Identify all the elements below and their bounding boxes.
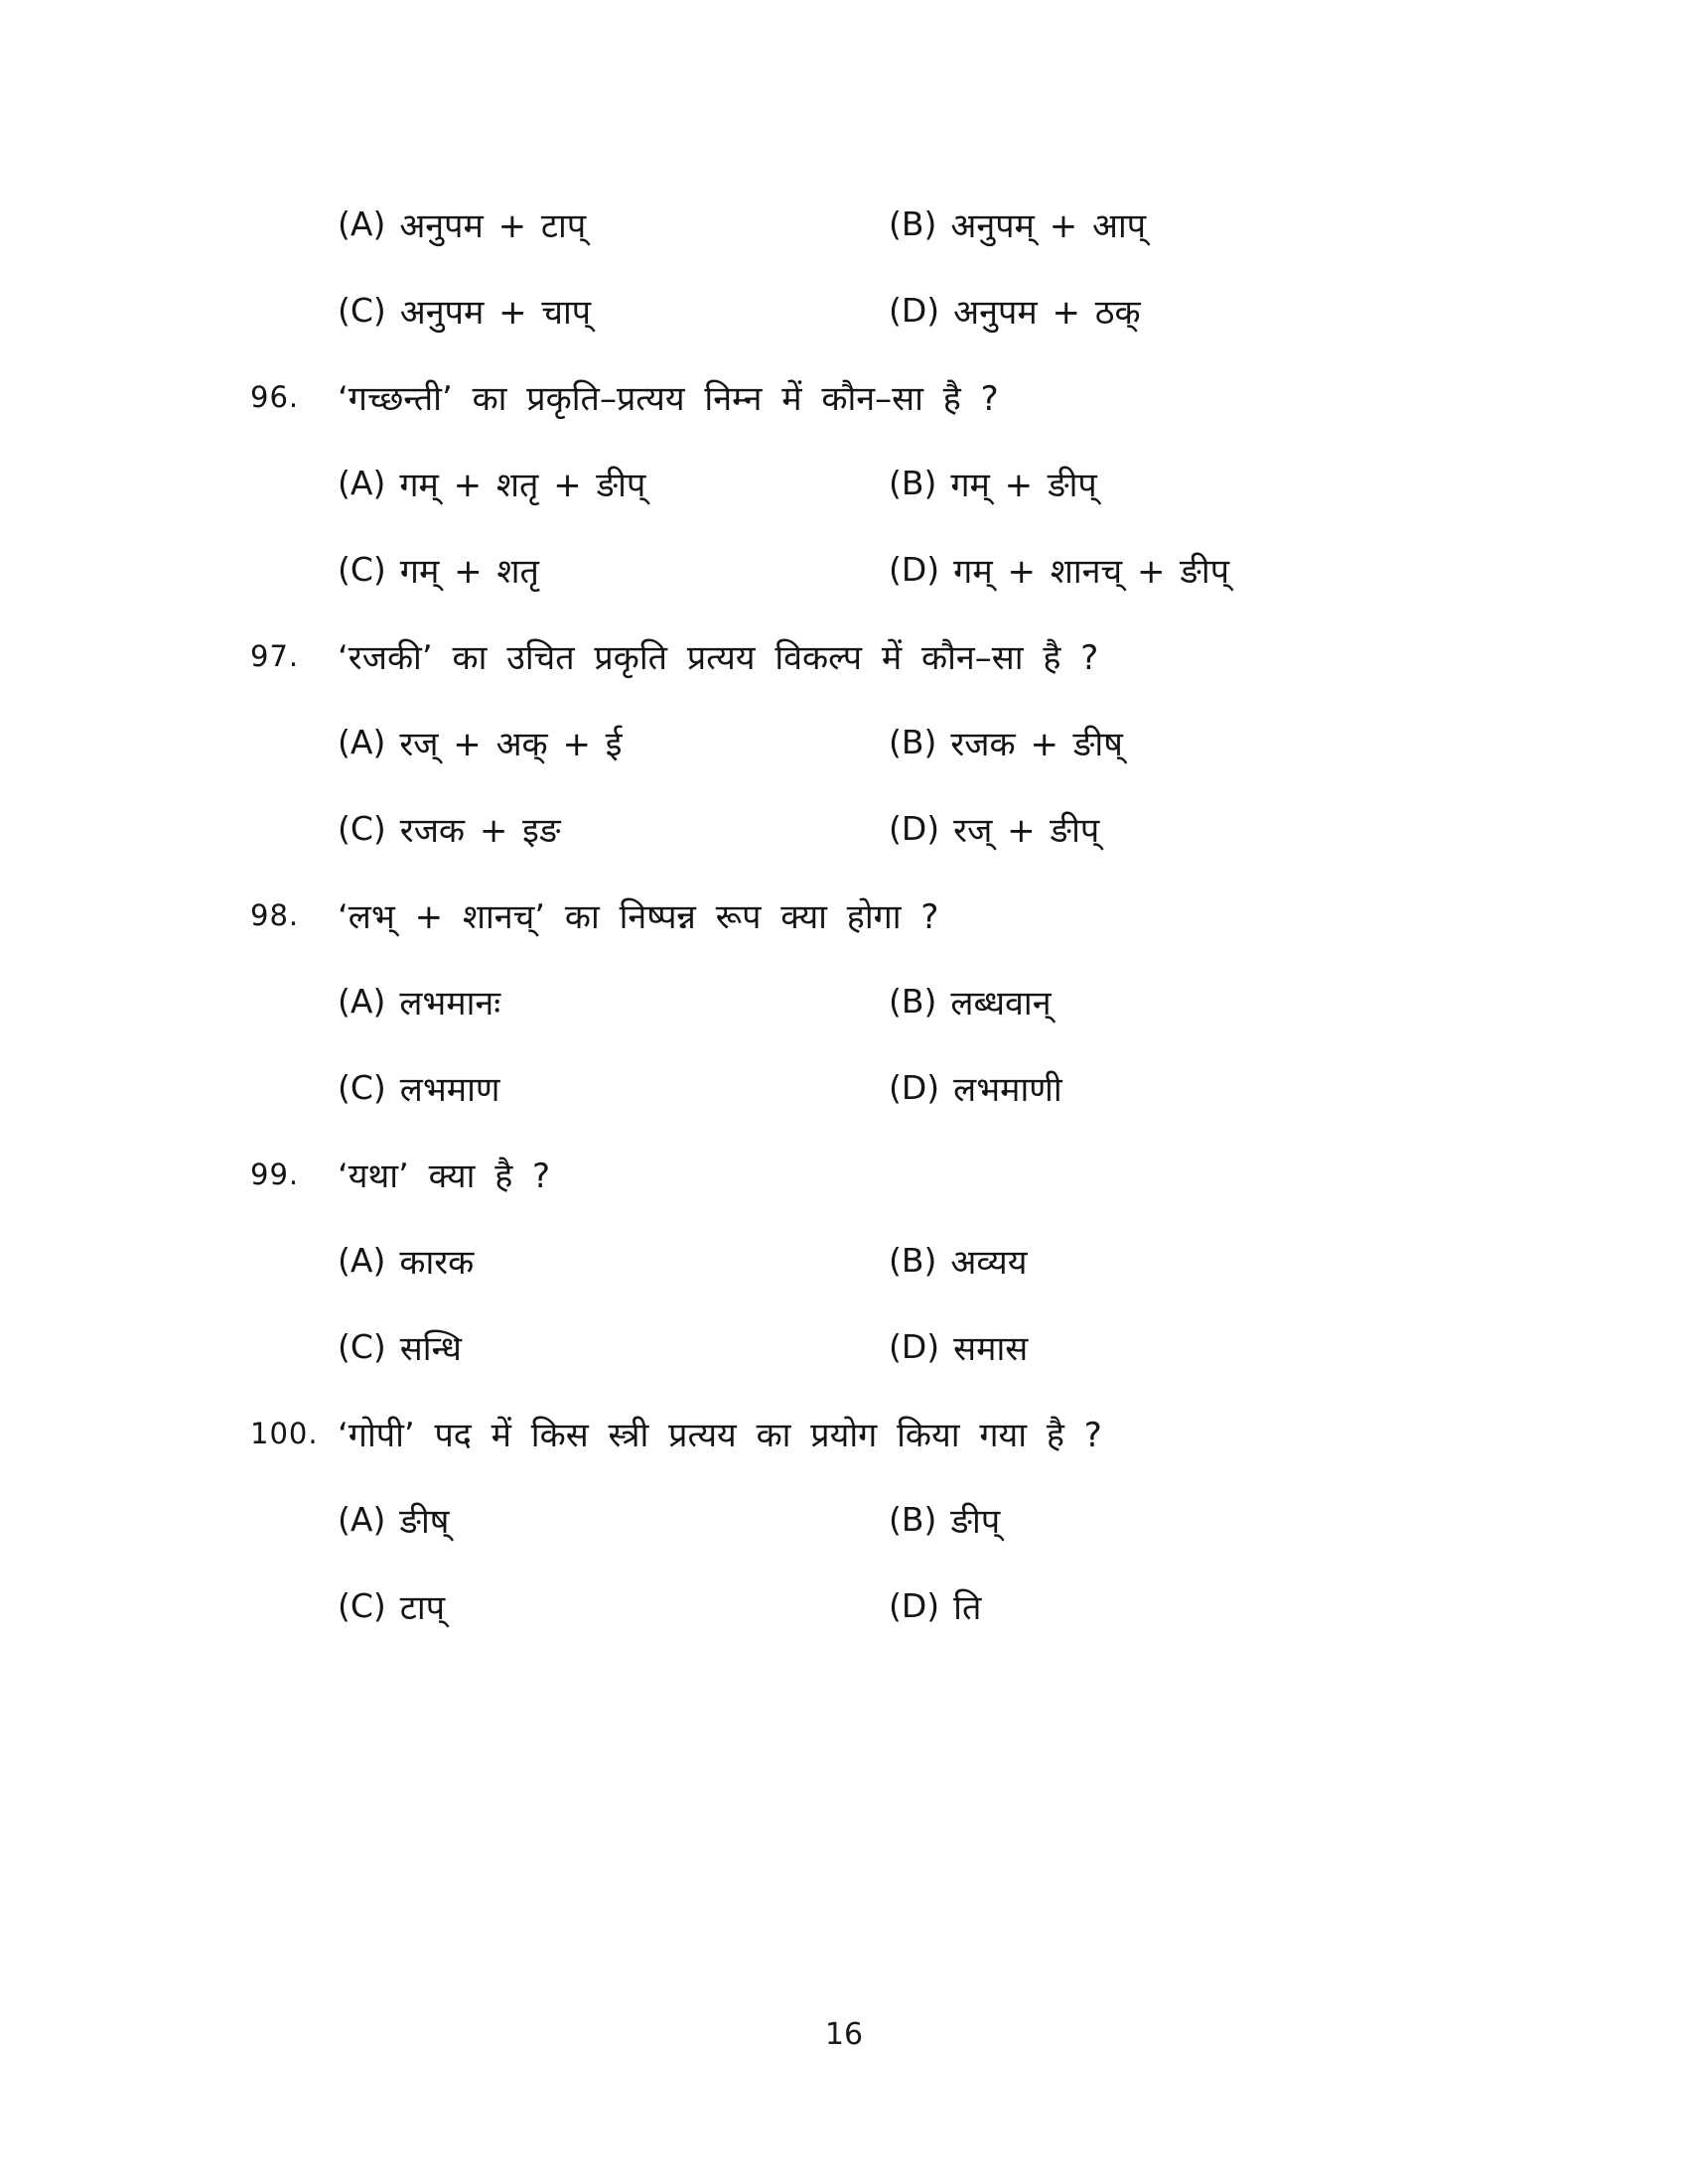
- question-heading: [0, 353, 1688, 440]
- question-number: 97.: [250, 638, 300, 673]
- question-heading: [0, 613, 1688, 699]
- option-label: (B): [889, 464, 937, 502]
- option-c: [338, 1065, 889, 1111]
- question-number: 96.: [250, 379, 300, 414]
- option-label: (D): [889, 1068, 940, 1107]
- option-text: समास: [953, 1328, 1029, 1369]
- option-row: [0, 785, 1688, 872]
- question-97: [0, 613, 1688, 872]
- option-c: [338, 547, 889, 593]
- option-a: [338, 720, 889, 765]
- question-99: [0, 1131, 1688, 1390]
- question-text: ‘यथा’ क्या है ?: [338, 1156, 551, 1196]
- option-row: [0, 526, 1688, 613]
- option-row: [0, 1217, 1688, 1303]
- option-b: [889, 202, 1146, 247]
- option-text: सन्धि: [399, 1328, 462, 1369]
- question-heading: [0, 1390, 1688, 1476]
- option-row: [0, 1476, 1688, 1563]
- option-label: (C): [338, 1068, 386, 1107]
- question-text: ‘गोपी’ पद में किस स्त्री प्रत्यय का प्रयोग किया गया है ?: [338, 1415, 1102, 1455]
- question-96: [0, 353, 1688, 613]
- option-row: [0, 1044, 1688, 1131]
- option-row: [0, 181, 1688, 267]
- option-a: [338, 461, 889, 506]
- option-text: लभमानः: [399, 983, 501, 1024]
- question-number: 98.: [250, 897, 300, 932]
- option-label: (C): [338, 550, 386, 589]
- option-row: [0, 958, 1688, 1044]
- question-number: 100.: [250, 1416, 319, 1450]
- option-b: [889, 461, 1097, 506]
- option-text: लभमाण: [399, 1069, 500, 1110]
- option-label: (A): [338, 982, 386, 1021]
- option-label: (A): [338, 1500, 386, 1539]
- option-label: (D): [889, 550, 940, 589]
- option-label: (B): [889, 1500, 937, 1539]
- option-label: (A): [338, 205, 386, 243]
- option-d: [889, 547, 1229, 593]
- option-row: [0, 267, 1688, 353]
- option-text: टाप्: [399, 1587, 446, 1628]
- option-label: (D): [889, 1327, 940, 1366]
- option-d: [889, 806, 1099, 852]
- option-text: अनुपम + चाप्: [399, 292, 592, 333]
- question-text: ‘रजकी’ का उचित प्रकृति प्रत्यय विकल्प में कौन–सा है ?: [338, 637, 1099, 678]
- option-c: [338, 288, 889, 334]
- option-row: [0, 699, 1688, 785]
- option-text: रजक + ङीष्: [950, 724, 1123, 764]
- option-label: (D): [889, 1586, 940, 1625]
- option-text: रजक + इङ: [399, 810, 561, 851]
- option-label: (A): [338, 1241, 386, 1280]
- option-c: [338, 806, 889, 852]
- option-c: [338, 1324, 889, 1370]
- option-a: [338, 979, 889, 1024]
- option-label: (C): [338, 809, 386, 848]
- question-text: ‘लभ् + शानच्’ का निष्पन्न रूप क्या होगा ?: [338, 896, 939, 937]
- option-text: अनुपम + ठक्: [953, 292, 1141, 333]
- option-text: लभमाणी: [953, 1069, 1062, 1110]
- question-number: 99.: [250, 1157, 300, 1191]
- exam-page-content: [0, 181, 1688, 1649]
- option-row: [0, 440, 1688, 526]
- option-text: अनुपम + टाप्: [399, 205, 587, 246]
- option-b: [889, 979, 1052, 1024]
- option-label: (B): [889, 982, 937, 1021]
- option-text: गम् + शानच् + ङीप्: [953, 551, 1230, 592]
- option-label: (C): [338, 291, 386, 330]
- option-b: [889, 1238, 1027, 1284]
- question-95-options-continued: [0, 181, 1688, 353]
- option-label: (A): [338, 464, 386, 502]
- option-d: [889, 1324, 1028, 1370]
- option-text: रज् + ङीप्: [953, 810, 1100, 851]
- option-text: गम् + ङीप्: [950, 465, 1097, 505]
- option-text: कारक: [399, 1242, 475, 1283]
- question-98: [0, 872, 1688, 1131]
- option-text: ति: [953, 1587, 982, 1628]
- option-row: [0, 1303, 1688, 1390]
- option-text: गम् + शतृ + ङीप्: [399, 465, 646, 505]
- option-text: अनुपम् + आप्: [950, 205, 1147, 246]
- option-a: [338, 1497, 889, 1543]
- option-text: ङीष्: [399, 1501, 450, 1542]
- option-label: (B): [889, 205, 937, 243]
- option-label: (C): [338, 1586, 386, 1625]
- question-text: ‘गच्छन्ती’ का प्रकृति–प्रत्यय निम्न में कौन–सा है ?: [338, 378, 999, 419]
- option-text: अव्यय: [950, 1242, 1028, 1283]
- option-d: [889, 1065, 1062, 1111]
- option-row: [0, 1563, 1688, 1649]
- page-number: 16: [824, 2017, 864, 2052]
- option-label: (B): [889, 1241, 937, 1280]
- question-100: [0, 1390, 1688, 1649]
- option-text: लब्धवान्: [950, 983, 1052, 1024]
- option-label: (D): [889, 291, 940, 330]
- question-heading: [0, 1131, 1688, 1217]
- option-d: [889, 1583, 981, 1629]
- option-text: ङीप्: [950, 1501, 1001, 1542]
- option-label: (D): [889, 809, 940, 848]
- option-a: [338, 1238, 889, 1284]
- question-heading: [0, 872, 1688, 958]
- option-d: [889, 288, 1141, 334]
- option-text: गम् + शतृ: [399, 551, 539, 592]
- option-c: [338, 1583, 889, 1629]
- option-a: [338, 202, 889, 247]
- option-b: [889, 1497, 1000, 1543]
- option-label: (B): [889, 723, 937, 761]
- option-label: (A): [338, 723, 386, 761]
- option-label: (C): [338, 1327, 386, 1366]
- option-b: [889, 720, 1123, 765]
- option-text: रज् + अक् + ई: [399, 724, 623, 764]
